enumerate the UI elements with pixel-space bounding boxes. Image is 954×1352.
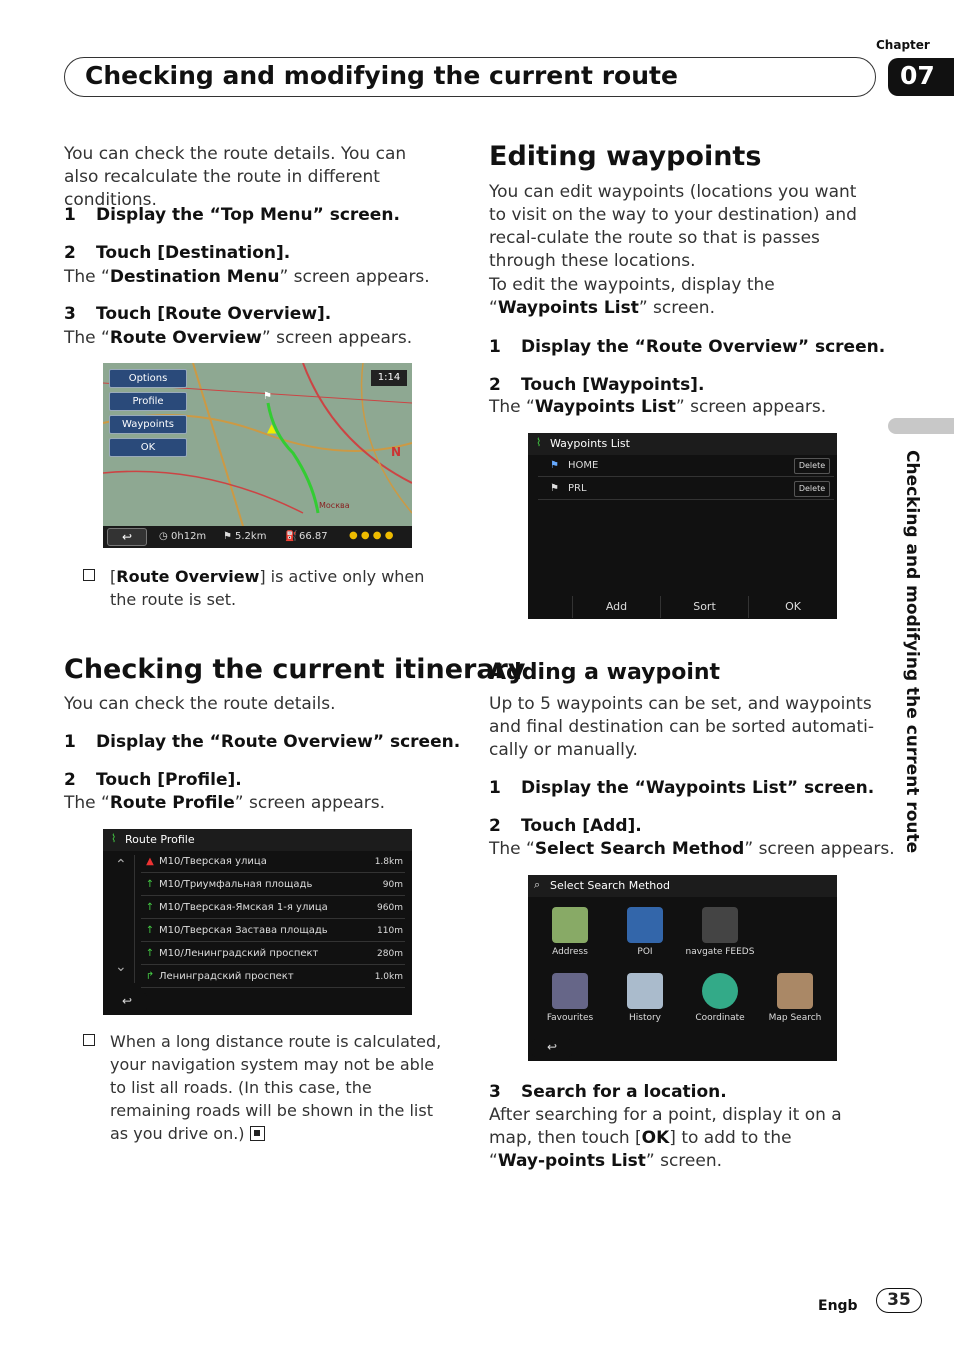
back-arrow-icon: ↩: [121, 994, 133, 1008]
waypoints-step-2-result: The “Waypoints List” screen appears.: [489, 397, 827, 417]
step-text: Touch [Profile].: [96, 770, 242, 790]
sort-button[interactable]: Sort: [660, 596, 748, 618]
step-text: Display the “Route Overview” screen.: [96, 732, 461, 752]
favourites-icon: [552, 973, 588, 1009]
back-arrow-icon: ↩: [121, 530, 133, 544]
screen-title: Select Search Method: [550, 879, 670, 892]
subsection-heading-add-waypoint: Adding a waypoint: [489, 660, 721, 685]
step-text: Touch [Add].: [521, 816, 642, 836]
step-number: 2: [64, 243, 76, 263]
straight-arrow-icon: ↑: [145, 879, 155, 890]
straight-arrow-icon: ↑: [145, 925, 155, 936]
step-text: Search for a location.: [521, 1082, 727, 1102]
back-button[interactable]: [532, 1039, 572, 1057]
waypoints-intro-2: To edit the waypoints, display the “Waypoints List” screen.: [489, 275, 775, 318]
page-number: 35: [876, 1288, 922, 1313]
checkered-flag-icon: ⚑: [263, 391, 272, 402]
step-number: 3: [489, 1082, 501, 1102]
side-tab-title: Checking and modifying the current route: [902, 450, 922, 854]
route-profile-row[interactable]: ↑ M10/Тверская-Ямская 1-я улица 960m: [141, 897, 405, 919]
globe-icon: [702, 973, 738, 1009]
clock-icon: ◷: [159, 531, 168, 542]
step-number: 2: [489, 375, 501, 395]
checkered-flag-icon: ⚑: [550, 483, 559, 494]
turn-right-icon: ↱: [145, 971, 155, 982]
straight-arrow-icon: ↑: [145, 902, 155, 913]
chapter-label: Chapter: [876, 38, 930, 52]
button-name: OK: [641, 1128, 670, 1148]
route-icon: ⌇: [111, 832, 117, 845]
waypoints-step-1: [489, 336, 885, 359]
route-overview-screenshot: [103, 363, 412, 548]
add-step-3-result: After searching for a point, display it on a map, then touch [OK] to add to the “Way-points List” screen.: [489, 1105, 842, 1171]
compass-icon: N: [391, 445, 402, 459]
select-search-method-screenshot: [528, 875, 837, 1061]
back-arrow-icon: ↩: [546, 1040, 558, 1054]
screen-name: Waypoints List: [497, 298, 639, 318]
route-profile-row[interactable]: ▲ M10/Тверская улица 1.8km: [141, 851, 405, 873]
history-option[interactable]: History: [610, 973, 680, 1023]
back-button[interactable]: [107, 993, 147, 1011]
clock: 1:14: [371, 370, 407, 386]
step-text: Display the “Top Menu” screen.: [96, 205, 400, 225]
note-long-route: When a long distance route is calculated, your navigation system may not be able to list all roads. (In this case, the remaining roads will be shown in the list as you drive on.): [110, 1030, 444, 1145]
map-status-bar: [103, 526, 412, 548]
straight-arrow-icon: ↑: [145, 948, 155, 959]
favourites-option[interactable]: Favourites: [535, 973, 605, 1023]
scroll-down-icon[interactable]: ⌄: [115, 959, 127, 975]
screen-name: Route Overview: [109, 328, 262, 348]
screen-title: Route Profile: [125, 833, 195, 846]
step-number: 2: [64, 770, 76, 790]
section-heading-waypoints: Editing waypoints: [489, 141, 762, 172]
car-position-icon: ▲: [267, 421, 277, 435]
navgate-feeds-option[interactable]: navgate FEEDS: [685, 907, 755, 957]
route-profile-row[interactable]: ↑ M10/Триумфальная площадь 90m: [141, 874, 405, 896]
waypoints-list-screenshot: [528, 433, 837, 619]
status-icons: ● ● ● ●: [349, 530, 394, 541]
note-route-overview: [Route Overview] is active only when the route is set.: [110, 565, 444, 611]
route-profile-row[interactable]: ↑ M10/Ленинградский проспект 280m: [141, 943, 405, 965]
odometer-value: 66.87: [299, 531, 328, 542]
note-checkbox-icon: [83, 569, 95, 581]
map-search-option[interactable]: Map Search: [760, 973, 830, 1023]
step-3: [64, 303, 331, 326]
route-profile-row[interactable]: ↱ Ленинградский проспект 1.0km: [141, 966, 405, 988]
address-option[interactable]: Address: [535, 907, 605, 957]
screen-name: Route Overview: [116, 567, 260, 586]
scroll-bar[interactable]: [111, 855, 135, 983]
ok-button[interactable]: OK: [748, 596, 837, 618]
page-title: Checking and modifying the current route: [64, 57, 876, 97]
waypoint-row[interactable]: ⚑ HOME Delete: [538, 455, 834, 477]
waypoints-list-header: [528, 433, 837, 455]
screen-name: Waypoints List: [534, 397, 676, 417]
screen-name: Way-points List: [497, 1151, 646, 1171]
remaining-time: 0h12m: [171, 531, 207, 542]
side-tab-marker: [888, 418, 954, 434]
route-profile-row[interactable]: ↑ M10/Тверская Застава площадь 110m: [141, 920, 405, 942]
chapter-number-badge: 07: [888, 58, 954, 96]
itinerary-step-2: [64, 769, 242, 792]
step-1: [64, 204, 400, 227]
add-step-3: [489, 1081, 727, 1104]
step-number: 1: [489, 778, 501, 798]
step-text: Display the “Route Overview” screen.: [521, 337, 886, 357]
route-icon: ⌇: [536, 436, 542, 449]
add-button[interactable]: Add: [572, 596, 660, 618]
step-number: 1: [64, 205, 76, 225]
navgate-feeds-icon: [702, 907, 738, 943]
note-checkbox-icon: [83, 1034, 95, 1046]
address-icon: [552, 907, 588, 943]
language-code: Engb: [818, 1298, 858, 1314]
search-car-icon: ⌕: [534, 878, 541, 891]
delete-button[interactable]: Delete: [794, 458, 830, 474]
waypoints-button[interactable]: Waypoints: [109, 415, 187, 434]
section-heading-itinerary: Checking the current itinerary: [64, 654, 526, 685]
add-waypoint-intro: Up to 5 waypoints can be set, and waypoints and final destination can be sorted automati-cally or manually.: [489, 694, 874, 760]
step-number: 3: [64, 304, 76, 324]
step-number: 1: [64, 732, 76, 752]
intro-paragraph: You can check the route details. You can also recalculate the route in different conditions.: [64, 144, 407, 210]
waypoint-flag-icon: ⚑: [550, 460, 559, 471]
poi-option[interactable]: POI: [610, 907, 680, 957]
step-number: 1: [489, 337, 501, 357]
poi-icon: [627, 907, 663, 943]
screen-name: Destination Menu: [109, 267, 280, 287]
itinerary-step-2-result: The “Route Profile” screen appears.: [64, 793, 386, 813]
screen-name: Route Profile: [109, 793, 235, 813]
profile-button[interactable]: Profile: [109, 392, 187, 411]
fuel-icon: ⛽: [285, 531, 298, 542]
route-profile-screenshot: [103, 829, 412, 1015]
coordinate-option[interactable]: Coordinate: [685, 973, 755, 1023]
step-3-result: The “Route Overview” screen appears.: [64, 328, 413, 348]
step-number: 2: [489, 816, 501, 836]
search-method-header: [528, 875, 837, 897]
ok-button[interactable]: OK: [109, 438, 187, 457]
scroll-up-icon[interactable]: ⌃: [115, 857, 127, 873]
options-button[interactable]: Options: [109, 369, 187, 388]
step-text: Touch [Route Overview].: [96, 304, 332, 324]
step-text: Touch [Waypoints].: [521, 375, 705, 395]
itinerary-intro: You can check the route details.: [64, 694, 336, 714]
itinerary-step-1: [64, 731, 460, 754]
step-text: Display the “Waypoints List” screen.: [521, 778, 875, 798]
screen-title: Waypoints List: [550, 437, 630, 450]
end-of-section-icon: [250, 1126, 265, 1141]
history-icon: [627, 973, 663, 1009]
waypoints-step-2: [489, 374, 704, 397]
delete-button[interactable]: Delete: [794, 481, 830, 497]
flag-icon: ⚑: [223, 531, 232, 542]
add-step-1: [489, 777, 874, 800]
map-search-icon: [777, 973, 813, 1009]
warning-icon: ▲: [146, 856, 154, 867]
screen-name: Select Search Method: [534, 839, 745, 859]
remaining-distance: 5.2km: [235, 531, 267, 542]
map-place-label: Москва: [319, 501, 350, 510]
add-step-2: [489, 815, 642, 838]
waypoint-row[interactable]: ⚑ PRL Delete: [538, 478, 834, 500]
add-step-2-result: The “Select Search Method” screen appears.: [489, 839, 895, 859]
step-text: Touch [Destination].: [96, 243, 291, 263]
step-2-result: The “Destination Menu” screen appears.: [64, 267, 430, 287]
back-button[interactable]: [107, 528, 147, 546]
waypoints-intro: You can edit waypoints (locations you want to visit on the way to your destination) and recal-culate the route so that is passes through these locations.: [489, 182, 857, 271]
step-2: [64, 242, 290, 265]
route-profile-header: [103, 829, 412, 851]
